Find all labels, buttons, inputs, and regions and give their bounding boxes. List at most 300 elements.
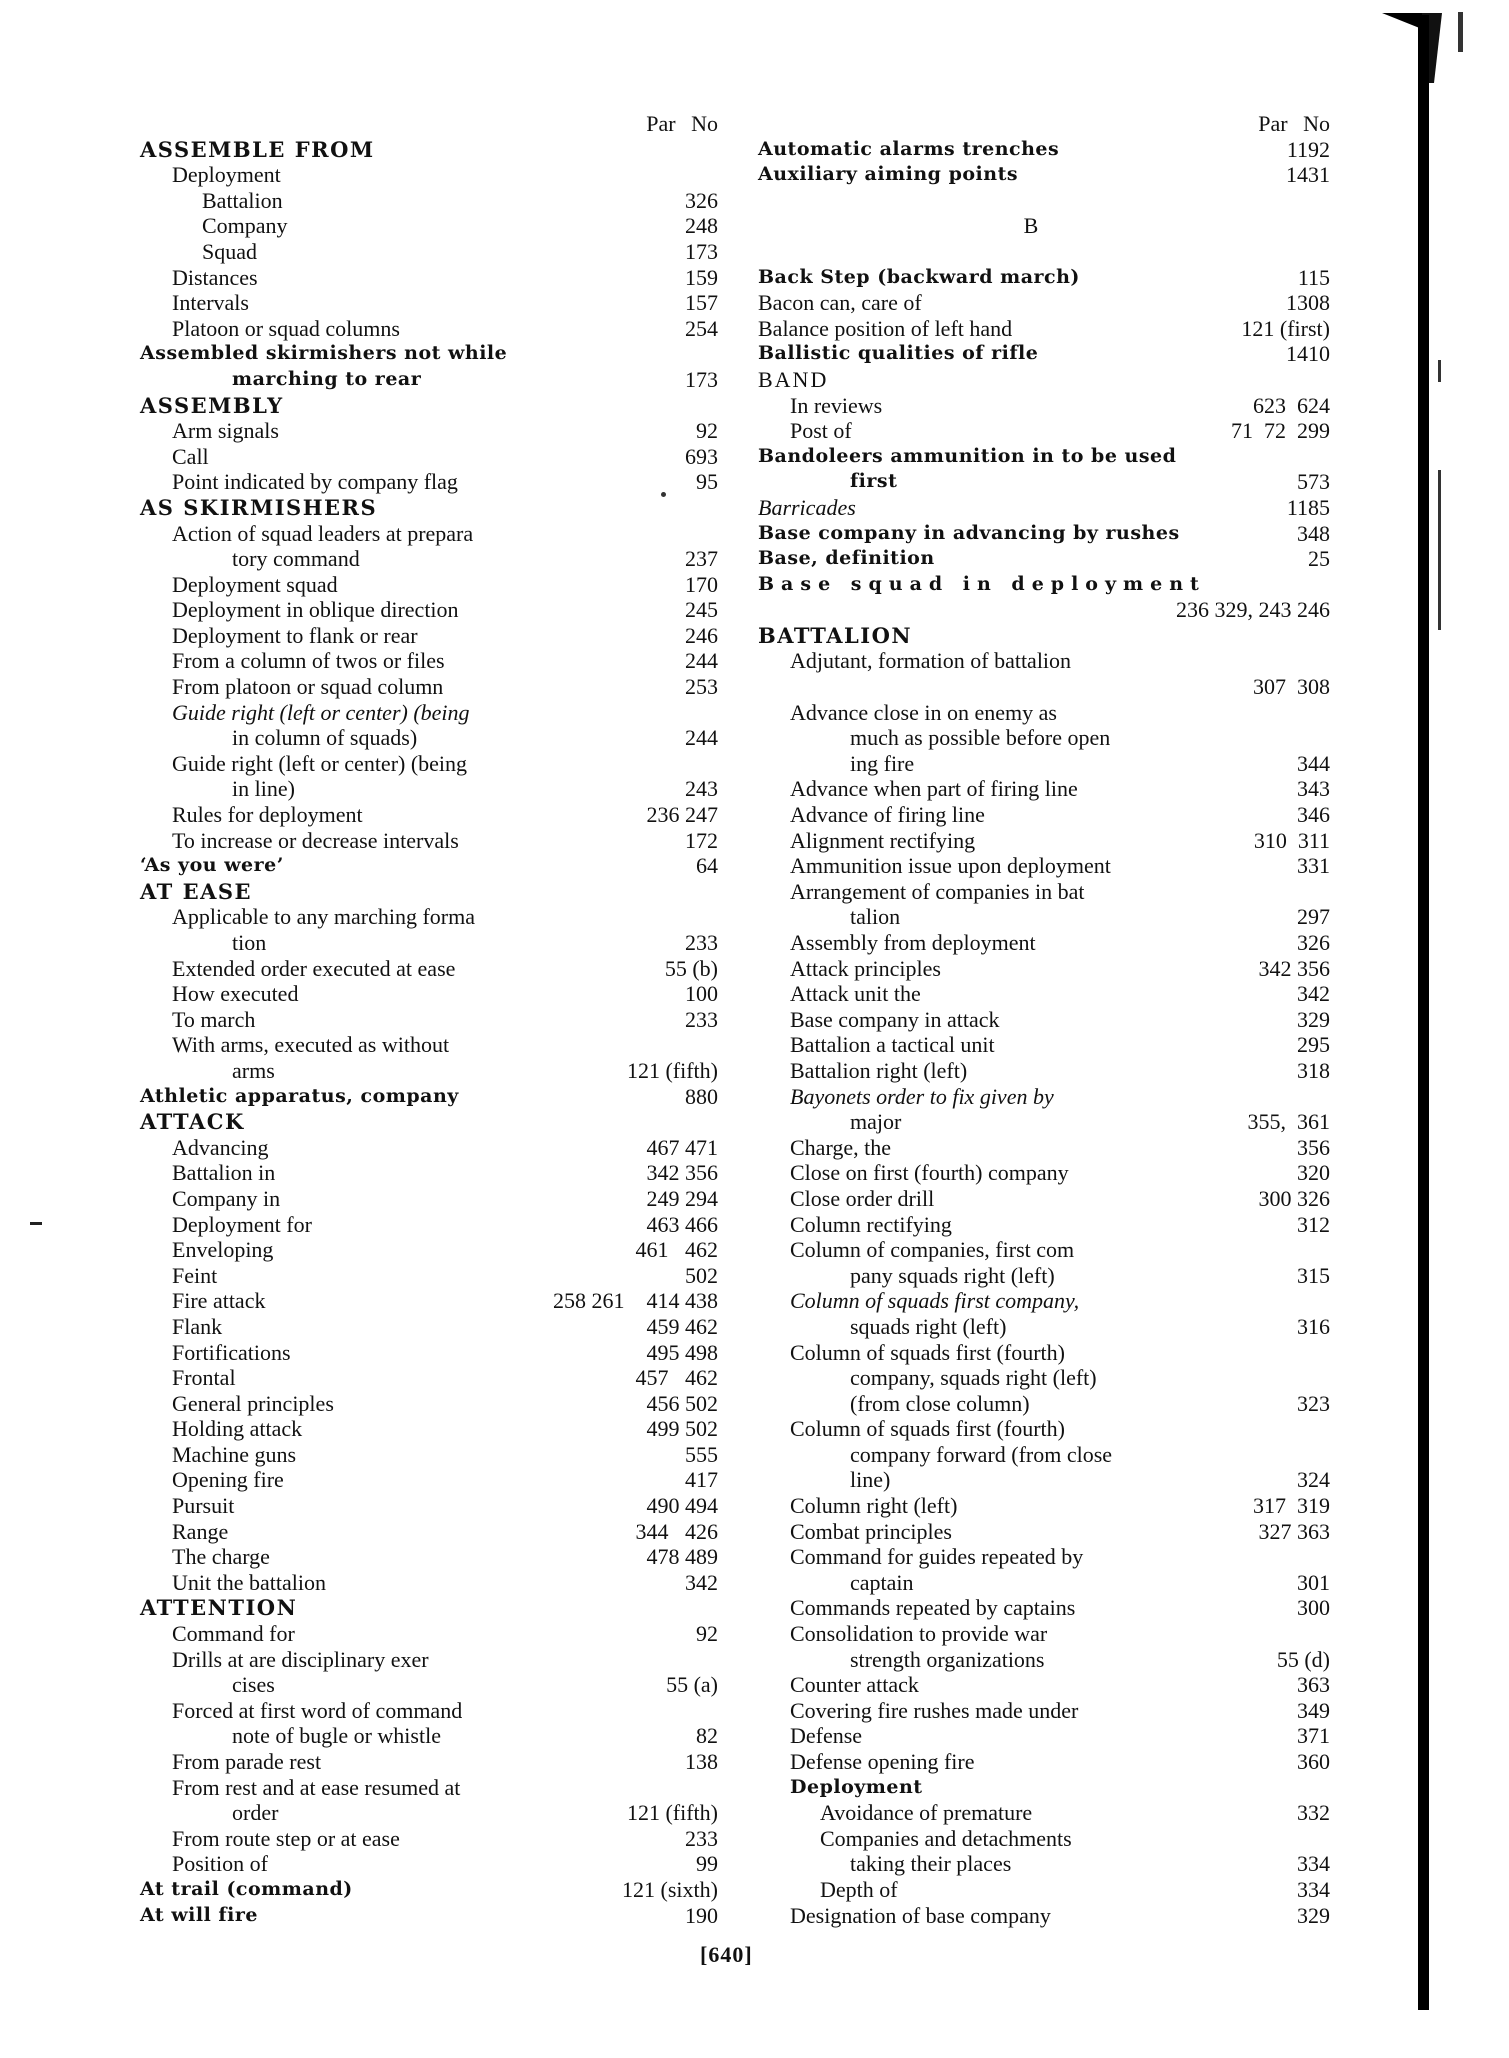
- entry-text: Distances: [172, 264, 258, 290]
- index-entry: [758, 802, 1330, 828]
- paragraph-number: [1324, 1775, 1330, 1801]
- entry-text: Flank: [172, 1313, 223, 1339]
- paragraph-number: [712, 1109, 718, 1135]
- entry-text: [758, 597, 1170, 623]
- paragraph-number: 190: [685, 1902, 718, 1928]
- entry-text: In reviews: [790, 392, 883, 418]
- index-heading: [758, 623, 1330, 649]
- index-entry: [758, 521, 1330, 547]
- index-entry: [140, 1288, 718, 1314]
- entry-text: Ammunition issue upon deployment: [790, 853, 1111, 879]
- entry-text: Battalion a tactical unit: [790, 1032, 995, 1058]
- index-entry: [758, 367, 1330, 393]
- paragraph-number: 244: [685, 648, 718, 674]
- entry-text: major: [850, 1109, 902, 1135]
- paragraph-number: 233: [685, 1006, 718, 1032]
- entry-text: Applicable to any marching forma: [172, 904, 476, 930]
- index-entry: [758, 1851, 1330, 1877]
- index-entry: [140, 1775, 718, 1801]
- paragraph-number: [1324, 1416, 1330, 1442]
- entry-text: in column of squads): [232, 725, 418, 751]
- entry-text: Guide right (left or center) (being: [172, 750, 468, 776]
- entry-text: Advance when part of firing line: [790, 776, 1078, 802]
- entry-text: Close on first (fourth) company: [790, 1160, 1069, 1186]
- paragraph-number: [712, 1032, 718, 1058]
- entry-text: Deployment for: [172, 1211, 312, 1237]
- index-entry: [140, 1416, 718, 1442]
- paragraph-number: 249 294: [646, 1185, 718, 1211]
- entry-text: Rules for deployment: [172, 802, 363, 828]
- index-entry: [758, 572, 1330, 598]
- paragraph-number: 307 308: [1253, 674, 1330, 700]
- index-entry: [758, 1493, 1330, 1519]
- entry-text: Auxiliary aiming points: [758, 163, 1019, 186]
- paragraph-number: [712, 495, 718, 521]
- entry-text: Depth of: [820, 1876, 898, 1902]
- entry-text: Call: [172, 443, 209, 469]
- paragraph-number: 121 (fifth): [626, 1800, 718, 1826]
- entry-text: order: [232, 1800, 279, 1826]
- entry-text: Counter attack: [790, 1672, 919, 1698]
- index-entry: [140, 1135, 718, 1161]
- paragraph-number: 55 (d): [1276, 1646, 1330, 1672]
- entry-text: Holding attack: [172, 1416, 303, 1442]
- entry-text: Frontal: [172, 1365, 236, 1391]
- index-entry: [140, 1032, 718, 1058]
- entry-text: With arms, executed as without: [172, 1032, 450, 1058]
- index-entry: [758, 546, 1330, 572]
- paragraph-number: [1324, 1544, 1330, 1570]
- paragraph-number: 55 (b): [664, 955, 718, 981]
- par-no-label: Par No: [646, 111, 718, 136]
- index-entry: [758, 674, 1330, 700]
- index-entry: [758, 1237, 1330, 1263]
- entry-text: Covering fire rushes made under: [790, 1697, 1079, 1723]
- paragraph-number: 315: [1297, 1262, 1330, 1288]
- index-entry: [140, 1544, 718, 1570]
- index-entry: [758, 1135, 1330, 1161]
- paragraph-number: 244: [685, 725, 718, 751]
- index-entry: [758, 930, 1330, 956]
- paragraph-number: 310 311: [1253, 827, 1330, 853]
- index-entry: [758, 1007, 1330, 1033]
- paragraph-number: 371: [1297, 1723, 1330, 1749]
- paragraph-number: 1308: [1286, 290, 1330, 316]
- entry-text: Guide right (left or center) (being: [172, 699, 470, 725]
- index-entry: [140, 1519, 718, 1545]
- index-entry: [758, 1416, 1330, 1442]
- paragraph-number: 343: [1297, 776, 1330, 802]
- index-entry: [758, 981, 1330, 1007]
- index-entry: [140, 700, 718, 726]
- entry-text: marching to rear: [232, 367, 422, 390]
- index-entry: [140, 213, 718, 239]
- entry-text: BATTALION: [758, 622, 913, 648]
- paragraph-number: 495 498: [646, 1339, 718, 1365]
- index-entry: [758, 1109, 1330, 1135]
- entry-text: Unit the battalion: [172, 1569, 326, 1595]
- paragraph-number: 342 356: [1258, 955, 1330, 981]
- index-entry: [140, 572, 718, 598]
- index-entry: [758, 1519, 1330, 1545]
- entry-text: Battalion in: [172, 1160, 276, 1186]
- entry-text: ASSEMBLE FROM: [140, 136, 375, 162]
- entry-text: BAND: [758, 366, 829, 392]
- entry-text: Charge, the: [790, 1134, 892, 1160]
- entry-text: Command for guides repeated by: [790, 1544, 1084, 1570]
- paragraph-number: [712, 1595, 718, 1621]
- paragraph-number: 573: [1297, 469, 1330, 495]
- paragraph-number: [1324, 239, 1330, 265]
- entry-text: Close order drill: [790, 1185, 935, 1211]
- entry-text: cises: [232, 1672, 275, 1698]
- entry-text: Pursuit: [172, 1493, 235, 1519]
- index-entry: [140, 1723, 718, 1749]
- paragraph-number: 348: [1297, 520, 1330, 546]
- paragraph-number: 253: [685, 674, 718, 700]
- entry-text: Deployment squad: [172, 571, 338, 597]
- paragraph-number: 121 (fifth): [626, 1057, 718, 1083]
- index-column-left: [140, 111, 718, 1928]
- index-entry: [140, 674, 718, 700]
- index-entry: [758, 1800, 1330, 1826]
- scan-speck: [1458, 12, 1463, 52]
- entry-text: Extended order executed at ease: [172, 955, 456, 981]
- paragraph-number: [712, 162, 718, 188]
- paragraph-number: 1192: [1286, 136, 1330, 162]
- index-entry: [758, 648, 1330, 674]
- index-entry: [140, 316, 718, 342]
- paragraph-number: 170: [685, 571, 718, 597]
- paragraph-number: [712, 700, 718, 726]
- index-entry: [758, 1058, 1330, 1084]
- entry-text: [758, 188, 1324, 214]
- entry-text: Attack unit the: [790, 981, 921, 1007]
- entry-text: Base, definition: [758, 547, 935, 570]
- index-entry: [140, 802, 718, 828]
- paragraph-number: [1324, 648, 1330, 674]
- entry-text: At trail (command): [140, 1877, 353, 1900]
- entry-text: Column of squads first (fourth): [790, 1339, 1065, 1365]
- index-column-right: [758, 111, 1330, 1928]
- entry-text: Opening fire: [172, 1467, 284, 1493]
- paragraph-number: 100: [685, 981, 718, 1007]
- index-entry: [758, 239, 1330, 265]
- index-entry: [758, 1544, 1330, 1570]
- index-entry: [758, 725, 1330, 751]
- paragraph-number: 121 (first): [1241, 315, 1330, 341]
- paragraph-number: 245: [685, 597, 718, 623]
- column-header-par-no: [758, 111, 1330, 137]
- index-entry: [758, 1877, 1330, 1903]
- entry-text: Advancing: [172, 1134, 269, 1160]
- par-no-label: Par No: [1258, 111, 1330, 136]
- index-entry: [140, 367, 718, 393]
- index-entry: [140, 1186, 718, 1212]
- paragraph-number: [1324, 213, 1330, 239]
- entry-text: The charge: [172, 1544, 270, 1570]
- paragraph-number: [1324, 1084, 1330, 1110]
- entry-text: Fortifications: [172, 1339, 291, 1365]
- paragraph-number: 355, 361: [1247, 1109, 1330, 1135]
- entry-text: Command for: [172, 1621, 295, 1647]
- entry-text: Machine guns: [172, 1441, 297, 1467]
- index-entry: [758, 597, 1330, 623]
- paragraph-number: [712, 904, 718, 930]
- index-entry: [758, 265, 1330, 291]
- index-entry: [140, 1442, 718, 1468]
- index-entry: [758, 1160, 1330, 1186]
- entry-text: Bandoleers ammunition in to be used: [758, 444, 1177, 467]
- index-heading: [140, 1595, 718, 1621]
- entry-text: Action of squad leaders at prepara: [172, 520, 474, 546]
- index-entry: [140, 828, 718, 854]
- index-entry: [140, 1160, 718, 1186]
- index-entry: [758, 879, 1330, 905]
- index-entry: [140, 1749, 718, 1775]
- index-entry: [140, 1877, 718, 1903]
- paragraph-number: 326: [1297, 930, 1330, 955]
- entry-text: Company: [202, 213, 288, 239]
- entry-text: tion: [232, 930, 267, 955]
- paragraph-number: 880: [685, 1083, 718, 1109]
- index-entry: [758, 1288, 1330, 1314]
- paragraph-number: 327 363: [1258, 1518, 1330, 1544]
- index-heading: [140, 1109, 718, 1135]
- entry-text: Point indicated by company flag: [172, 469, 458, 495]
- entry-text: talion: [850, 904, 901, 930]
- paragraph-number: 95: [696, 469, 718, 495]
- paragraph-number: 467 471: [646, 1134, 718, 1160]
- index-entry: [758, 751, 1330, 777]
- paragraph-number: 344 426: [635, 1518, 718, 1544]
- paragraph-number: [1324, 1288, 1330, 1314]
- paragraph-number: [712, 751, 718, 777]
- paragraph-number: 323: [1297, 1390, 1330, 1416]
- index-entry: [758, 341, 1330, 367]
- index-entry: [758, 1032, 1330, 1058]
- entry-text: Combat principles: [790, 1518, 952, 1544]
- paragraph-number: 478 489: [646, 1544, 718, 1570]
- entry-text: Deployment to flank or rear: [172, 622, 418, 648]
- paragraph-number: [1324, 1237, 1330, 1263]
- paragraph-number: [712, 1698, 718, 1724]
- entry-text: Alignment rectifying: [790, 827, 976, 853]
- scan-edge-shadow: [1382, 13, 1422, 29]
- section-letter: [758, 213, 1330, 239]
- paragraph-number: 172: [685, 827, 718, 853]
- paragraph-number: [1324, 700, 1330, 726]
- index-entry: [140, 751, 718, 777]
- entry-text: Fire attack: [172, 1288, 266, 1314]
- index-entry: [758, 418, 1330, 444]
- entry-text: Arm signals: [172, 418, 279, 444]
- paragraph-number: 237: [685, 546, 718, 572]
- index-entry: [140, 1903, 718, 1929]
- paragraph-number: [1324, 879, 1330, 905]
- paragraph-number: 317 319: [1253, 1493, 1330, 1519]
- entry-text: Bayonets order to fix given by: [790, 1083, 1054, 1109]
- index-entry: [758, 1698, 1330, 1724]
- index-entry: [140, 1391, 718, 1417]
- index-entry: [140, 1851, 718, 1877]
- paragraph-number: 64: [696, 853, 718, 879]
- index-entry: [140, 1800, 718, 1826]
- paragraph-number: 233: [685, 930, 718, 955]
- index-entry: [140, 1340, 718, 1366]
- index-entry: [758, 1621, 1330, 1647]
- entry-text: Company in: [172, 1185, 281, 1211]
- index-entry: [140, 290, 718, 316]
- paragraph-number: 1185: [1286, 494, 1330, 520]
- paragraph-number: 92: [696, 418, 718, 444]
- entry-text: tory command: [232, 546, 360, 572]
- entry-text: B: [1023, 213, 1039, 239]
- paragraph-number: [1324, 1621, 1330, 1647]
- index-entry: [140, 597, 718, 623]
- index-entry: [758, 495, 1330, 521]
- index-entry: [758, 956, 1330, 982]
- scan-speck: [661, 492, 666, 497]
- entry-text: [758, 239, 1324, 265]
- entry-text: ASSEMBLY: [140, 392, 284, 418]
- index-entry: [140, 1237, 718, 1263]
- paragraph-number: 248: [685, 213, 718, 239]
- entry-text: At will fire: [140, 1903, 258, 1926]
- index-entry: [758, 1672, 1330, 1698]
- paragraph-number: 326: [685, 187, 718, 213]
- paragraph-number: 456 502: [646, 1390, 718, 1416]
- entry-text: company forward (from close: [850, 1441, 1113, 1467]
- index-entry: [140, 1493, 718, 1519]
- index-entry: [140, 623, 718, 649]
- index-entry: [758, 1186, 1330, 1212]
- page-number: [640]: [700, 1942, 753, 1967]
- entry-text: Consolidation to provide war: [790, 1621, 1048, 1647]
- index-entry: [140, 648, 718, 674]
- entry-text: Attack principles: [790, 955, 941, 981]
- index-entry: [140, 1212, 718, 1238]
- margin-mark: [30, 1222, 42, 1225]
- index-entry: [758, 1314, 1330, 1340]
- paragraph-number: 344: [1297, 750, 1330, 776]
- paragraph-number: 159: [685, 264, 718, 290]
- paragraph-number: 297: [1297, 904, 1330, 930]
- paragraph-number: 324: [1297, 1467, 1330, 1493]
- index-entry: [758, 1365, 1330, 1391]
- index-entry: [140, 341, 718, 367]
- index-entry: [758, 1647, 1330, 1673]
- entry-text: Drills at are disciplinary exer: [172, 1646, 429, 1672]
- entry-text: Adjutant, formation of battalion: [790, 648, 1072, 674]
- entry-text: line): [850, 1467, 891, 1493]
- entry-text: note of bugle or whistle: [232, 1723, 441, 1749]
- index-entry: [758, 904, 1330, 930]
- entry-text: ATTACK: [140, 1109, 245, 1135]
- paragraph-number: 463 466: [646, 1211, 718, 1237]
- index-entry: [140, 1698, 718, 1724]
- paragraph-number: 342: [685, 1569, 718, 1595]
- paragraph-number: [1324, 188, 1330, 214]
- entry-text: Base company in attack: [790, 1006, 1000, 1032]
- entry-text: Commands repeated by captains: [790, 1595, 1076, 1621]
- index-entry: [758, 1212, 1330, 1238]
- paragraph-number: 356: [1297, 1134, 1330, 1160]
- paragraph-number: 332: [1297, 1800, 1330, 1826]
- index-entry: [140, 162, 718, 188]
- paragraph-number: [712, 879, 718, 905]
- paragraph-number: 329: [1297, 1006, 1330, 1032]
- index-entry: [758, 853, 1330, 879]
- index-heading: [140, 393, 718, 419]
- index-entry: [140, 1621, 718, 1647]
- paragraph-number: 502: [685, 1262, 718, 1288]
- index-entry: [140, 904, 718, 930]
- paragraph-number: 363: [1297, 1672, 1330, 1698]
- paragraph-number: 233: [685, 1825, 718, 1851]
- paragraph-number: 300: [1297, 1595, 1330, 1621]
- index-entry: [140, 1058, 718, 1084]
- index-entry: [140, 1007, 718, 1033]
- entry-text: Balance position of left hand: [758, 315, 1013, 341]
- index-entry: [140, 444, 718, 470]
- paragraph-number: 121 (sixth): [622, 1876, 718, 1902]
- entry-text: in line): [232, 776, 295, 802]
- paragraph-number: 236 247: [646, 802, 718, 828]
- index-entry: [140, 1647, 718, 1673]
- index-entry: [140, 981, 718, 1007]
- entry-text: Avoidance of premature: [820, 1800, 1033, 1826]
- paragraph-number: 173: [685, 366, 718, 392]
- entry-text: company, squads right (left): [850, 1365, 1097, 1391]
- index-entry: [140, 1263, 718, 1289]
- paragraph-number: 459 462: [646, 1313, 718, 1339]
- entry-text: pany squads right (left): [850, 1262, 1055, 1288]
- paragraph-number: 331: [1297, 853, 1330, 879]
- paragraph-number: 457 462: [635, 1365, 718, 1391]
- paragraph-number: 99: [696, 1851, 718, 1877]
- paragraph-number: 157: [685, 290, 718, 316]
- index-entry: [140, 1314, 718, 1340]
- paragraph-number: 342: [1297, 981, 1330, 1007]
- entry-text: Enveloping: [172, 1237, 274, 1263]
- index-entry: [758, 1467, 1330, 1493]
- entry-text: Advance of firing line: [790, 802, 985, 828]
- entry-text: Assembly from deployment: [790, 930, 1036, 955]
- entry-text: Bacon can, care of: [758, 290, 922, 316]
- index-entry: [758, 1826, 1330, 1852]
- index-entry: [140, 521, 718, 547]
- entry-text: Intervals: [172, 290, 249, 316]
- paragraph-number: 55 (a): [666, 1672, 718, 1698]
- entry-text: Post of: [790, 418, 852, 444]
- index-entry: [758, 188, 1330, 214]
- index-entry: [758, 1391, 1330, 1417]
- index-entry: [758, 828, 1330, 854]
- paragraph-number: [1324, 367, 1330, 393]
- paragraph-number: [1324, 572, 1330, 598]
- entry-text: Base squad in deployment: [758, 572, 1206, 595]
- paragraph-number: 300 326: [1258, 1185, 1330, 1211]
- paragraph-number: 173: [685, 238, 718, 264]
- index-entry: [758, 290, 1330, 316]
- paragraph-number: 329: [1297, 1902, 1330, 1928]
- entry-text: Column right (left): [790, 1493, 958, 1519]
- entry-text: To increase or decrease intervals: [172, 827, 459, 853]
- paragraph-number: [712, 341, 718, 367]
- index-entry: [140, 1672, 718, 1698]
- index-entry: [140, 546, 718, 572]
